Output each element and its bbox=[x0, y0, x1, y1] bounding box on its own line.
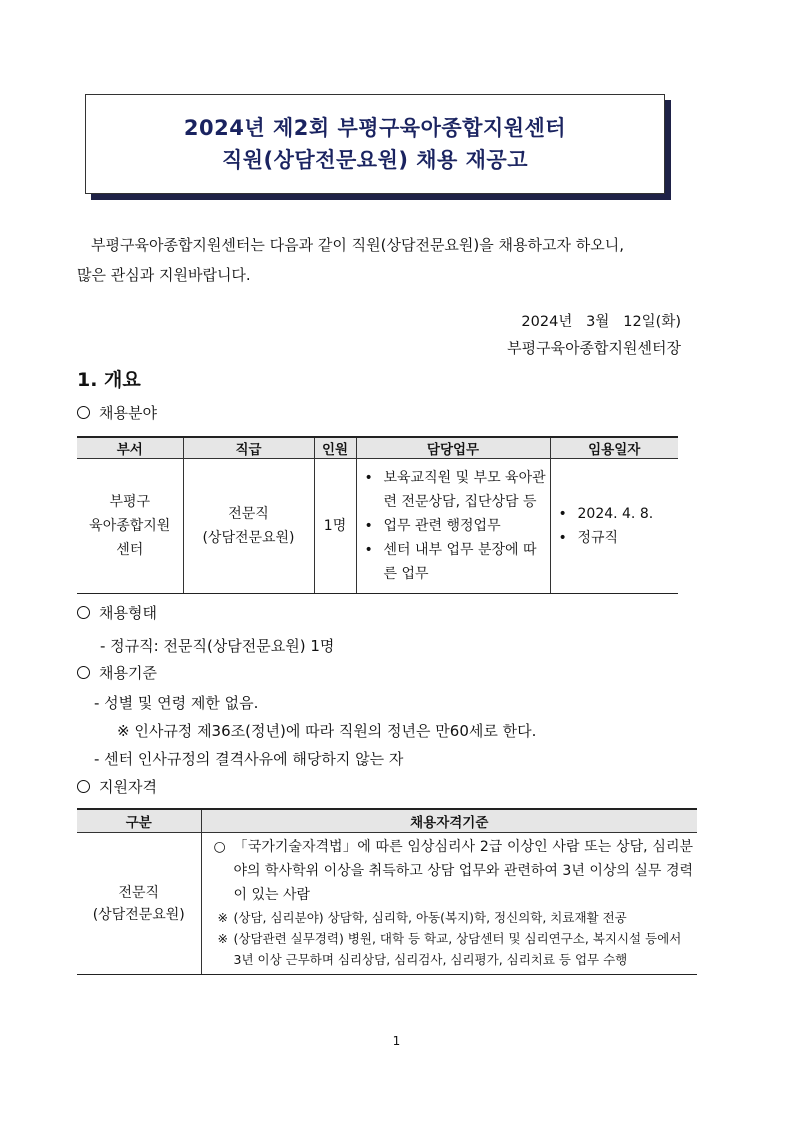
header-rank: 직급 bbox=[183, 437, 314, 459]
criteria-heading bbox=[77, 662, 157, 683]
criteria-note-2-text: (상담관련 실무경력) 병원, 대학 등 학교, 상담센터 및 심리연구소, 복지시설 등에서 3년 이상 근무하며 심리상담, 심리검사, 심리평가, 심리치료 등 업무 수행 bbox=[233, 931, 682, 967]
header-criteria: 채용자격기준 bbox=[201, 809, 697, 833]
dept-line: 센터 bbox=[116, 542, 144, 558]
intro-line-2: 많은 관심과 지원바랍니다. bbox=[77, 266, 251, 284]
duty-item: • 센터 내부 업무 분장에 따른 업무 bbox=[357, 538, 548, 586]
section-title-overview: 1. 개요 bbox=[77, 369, 141, 391]
criteria-main bbox=[212, 835, 694, 907]
duty-item: • 보육교직원 및 부모 육아관련 전문상담, 집단상담 등 bbox=[357, 466, 548, 514]
circle-bullet-icon bbox=[77, 406, 90, 419]
rank-cell bbox=[183, 459, 314, 594]
recruit-field-label: 채용분야 bbox=[99, 404, 157, 422]
qualification-heading bbox=[77, 776, 157, 797]
header-category: 구분 bbox=[77, 809, 201, 833]
rank-line: (상담전문요원) bbox=[202, 530, 295, 546]
title-line-1: 2024년 제2회 부평구육아종합지원센터 bbox=[183, 116, 567, 140]
criteria-note-1-text: (상담, 심리분야) 상담학, 심리학, 아동(복지)학, 정신의학, 치료재활 전공 bbox=[233, 910, 627, 925]
employment-type-heading bbox=[77, 602, 157, 623]
title-box bbox=[85, 94, 665, 194]
category-line: 전문직 bbox=[118, 884, 160, 901]
intro-line-1: 부평구육아종합지원센터는 다음과 같이 직원(상담전문요원)을 채용하고자 하오니, bbox=[91, 236, 624, 254]
table-row bbox=[77, 459, 678, 594]
criteria-item-2: - 센터 인사규정의 결격사유에 해당하지 않는 자 bbox=[94, 750, 404, 768]
criteria-main-text: 「국가기술자격법」에 따른 임상심리사 2급 이상인 사람 또는 상담, 심리분야의 학사학위 이상을 취득하고 상담 업무와 관련하여 3년 이상의 실무 경력이 있는 사람 bbox=[233, 839, 693, 903]
page-number: 1 bbox=[392, 1034, 401, 1048]
recruit-field-table bbox=[77, 436, 678, 594]
employment-type-item: - 정규직: 전문직(상담전문요원) 1명 bbox=[100, 637, 335, 655]
category-line: (상담전문요원) bbox=[92, 906, 185, 923]
criteria-label: 채용기준 bbox=[99, 664, 157, 682]
circle-mark: ○ bbox=[213, 839, 226, 855]
qualification-table bbox=[77, 808, 697, 975]
appointment-cell bbox=[550, 459, 678, 594]
criteria-note-1 bbox=[212, 907, 694, 928]
dept-cell bbox=[77, 459, 183, 594]
circle-bullet-icon bbox=[77, 780, 90, 793]
header-dept: 부서 bbox=[77, 437, 183, 459]
reference-mark: ※ bbox=[217, 910, 228, 925]
issuing-organization: 부평구육아종합지원센터장 bbox=[507, 339, 681, 357]
criteria-cell bbox=[201, 833, 697, 975]
criteria-item-1: - 성별 및 연령 제한 없음. bbox=[94, 694, 259, 712]
header-count: 인원 bbox=[314, 437, 356, 459]
appointment-type: • 정규직 bbox=[551, 526, 679, 550]
duty-item: • 업무 관련 행정업무 bbox=[357, 514, 548, 538]
table-row bbox=[77, 833, 697, 975]
intro-paragraph bbox=[77, 230, 681, 290]
title-line-2: 직원(상담전문요원) 채용 재공고 bbox=[221, 148, 529, 172]
duties-cell bbox=[356, 459, 550, 594]
recruit-field-heading bbox=[77, 402, 157, 423]
dept-line: 부평구 bbox=[109, 494, 151, 510]
reference-mark: ※ bbox=[217, 931, 228, 946]
header-duties: 담당업무 bbox=[356, 437, 550, 459]
criteria-note-1: ※ 인사규정 제36조(정년)에 따라 직원의 정년은 만60세로 한다. bbox=[117, 722, 537, 740]
category-cell bbox=[77, 833, 201, 975]
announcement-date: 2024년 3월 12일(화) bbox=[521, 314, 681, 330]
rank-line: 전문직 bbox=[228, 506, 269, 522]
employment-type-label: 채용형태 bbox=[99, 604, 157, 622]
count-cell: 1명 bbox=[314, 459, 356, 594]
table-header-row bbox=[77, 809, 697, 833]
appointment-date: • 2024. 4. 8. bbox=[551, 502, 679, 526]
dept-line: 육아종합지원 bbox=[89, 518, 171, 534]
circle-bullet-icon bbox=[77, 606, 90, 619]
criteria-note-2 bbox=[212, 928, 694, 970]
header-appointment: 임용일자 bbox=[550, 437, 678, 459]
qualification-label: 지원자격 bbox=[99, 778, 157, 796]
circle-bullet-icon bbox=[77, 666, 90, 679]
table-header-row bbox=[77, 437, 678, 459]
